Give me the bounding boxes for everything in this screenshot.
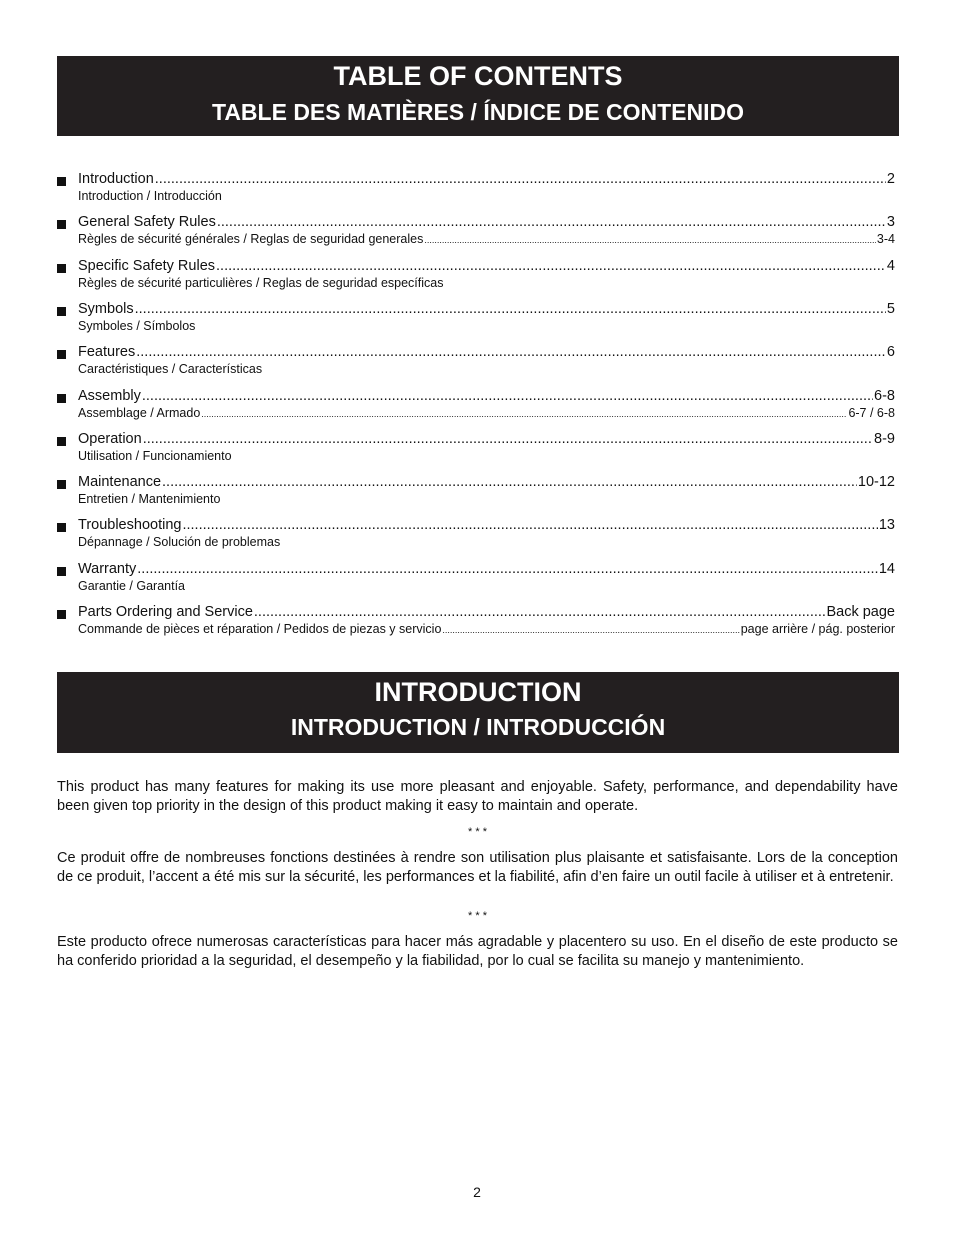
toc-entry-translation-line bbox=[78, 361, 895, 377]
toc-entry-page: 5 bbox=[886, 300, 895, 317]
toc-entry-page: 2 bbox=[886, 171, 895, 187]
toc-entry-page: 13 bbox=[878, 517, 895, 534]
toc-entry-label: Operation bbox=[78, 430, 142, 447]
toc-entry[interactable] bbox=[57, 170, 899, 210]
dot-leader bbox=[216, 257, 886, 275]
toc-subtitle: TABLE DES MATIÈRES / ÍNDICE DE CONTENIDO bbox=[211, 99, 744, 125]
dot-leader bbox=[162, 473, 857, 491]
square-bullet-icon bbox=[57, 610, 66, 619]
toc-entry-label: Assembly bbox=[78, 387, 141, 404]
toc-entry-main-line bbox=[78, 170, 895, 188]
dot-leader bbox=[442, 621, 739, 638]
toc-entry-translation-label: Assemblage / Armado bbox=[78, 405, 201, 420]
dot-leader bbox=[217, 213, 886, 231]
square-bullet-icon bbox=[57, 567, 66, 576]
dot-leader bbox=[135, 300, 886, 318]
toc-entry-translation-line bbox=[78, 448, 895, 464]
toc-entry-translation-label: Règles de sécurité générales / Reglas de seguridad generales bbox=[78, 232, 424, 247]
dot-leader bbox=[424, 231, 876, 248]
dot-leader bbox=[136, 343, 886, 361]
intro-header-banner bbox=[57, 672, 899, 753]
toc-title: TABLE OF CONTENTS bbox=[333, 61, 623, 91]
square-bullet-icon bbox=[57, 437, 66, 446]
toc-entry-translation-label: Dépannage / Solución de problemas bbox=[78, 535, 281, 550]
toc-entry[interactable] bbox=[57, 516, 899, 556]
toc-entry-page: 14 bbox=[878, 560, 895, 577]
toc-entry-main-line bbox=[78, 343, 895, 361]
toc-entry-main-line bbox=[78, 430, 895, 448]
toc-entry-translation-page: 6-7 / 6-8 bbox=[848, 405, 895, 420]
dot-leader bbox=[142, 387, 873, 405]
square-bullet-icon bbox=[57, 523, 66, 532]
square-bullet-icon bbox=[57, 177, 66, 186]
toc-entry-translation-label: Introduction / Introducción bbox=[78, 189, 222, 203]
toc-entry-label: Warranty bbox=[78, 560, 137, 577]
toc-entry-page: Back page bbox=[826, 604, 895, 620]
square-bullet-icon bbox=[57, 350, 66, 359]
toc-entry-translation-label: Règles de sécurité particulières / Reglas de seguridad específicas bbox=[78, 275, 444, 290]
toc-entry-main-line bbox=[78, 257, 895, 275]
toc-entry-label: Parts Ordering and Service bbox=[78, 604, 253, 620]
square-bullet-icon bbox=[57, 394, 66, 403]
toc-entry-page: 10-12 bbox=[857, 474, 895, 491]
square-bullet-icon bbox=[57, 307, 66, 316]
toc-entry[interactable] bbox=[57, 213, 899, 253]
square-bullet-icon bbox=[57, 264, 66, 273]
dot-leader bbox=[182, 516, 877, 534]
toc-entry-translation-line bbox=[78, 621, 895, 638]
toc-entry[interactable] bbox=[57, 603, 899, 643]
toc-entry-label: Introduction bbox=[78, 171, 154, 187]
toc-entry-label: Symbols bbox=[78, 300, 134, 317]
toc-entry-translation-line bbox=[78, 275, 895, 291]
toc-entry-main-line bbox=[78, 516, 895, 534]
toc-entry-main-line bbox=[78, 387, 895, 405]
separator-stars: * * * bbox=[468, 826, 487, 838]
toc-entry-translation-line bbox=[78, 188, 895, 204]
toc-entry-translation-label: Commande de pièces et réparation / Pedidos de piezas y servicio bbox=[78, 622, 442, 636]
dot-leader bbox=[254, 603, 826, 621]
toc-entry-translation-label: Caractéristiques / Características bbox=[78, 362, 263, 377]
toc-entry-translation-line bbox=[78, 318, 895, 334]
square-bullet-icon bbox=[57, 220, 66, 229]
toc-entry[interactable] bbox=[57, 300, 899, 340]
toc-entry-main-line bbox=[78, 473, 895, 491]
intro-paragraph-english: This product has many features for making its use more pleasant and enjoyable. Safety, performance, and dependability have been given top priority in the design of this product making it easy to maintain and operate. bbox=[57, 779, 898, 814]
toc-entry-translation-label: Entretien / Mantenimiento bbox=[78, 492, 221, 507]
toc-entry-label: General Safety Rules bbox=[78, 214, 216, 231]
toc-entry-main-line bbox=[78, 300, 895, 318]
toc-entry-translation-line bbox=[78, 231, 895, 248]
intro-paragraph-french: Ce produit offre de nombreuses fonctions destinées à rendre son utilisation plus plaisante et satisfaisante. Lors de la conception de ce produit, l’accent a été mis sur la sécurité, les performances et la fiabilité, afin d’en faire un outil facile à utiliser et à entretenir. bbox=[57, 850, 898, 885]
toc-entry-translation-line bbox=[78, 534, 895, 550]
toc-entry-page: 8-9 bbox=[874, 430, 895, 447]
toc-entry-translation-label: Symboles / Símbolos bbox=[78, 318, 196, 333]
toc-entry-translation-line bbox=[78, 491, 895, 507]
toc-entry-page: 4 bbox=[886, 257, 895, 274]
toc-entry[interactable] bbox=[57, 473, 899, 513]
dot-leader bbox=[201, 405, 847, 422]
intro-title: INTRODUCTION bbox=[374, 677, 582, 707]
toc-entry[interactable] bbox=[57, 560, 899, 600]
toc-entry-page: 6-8 bbox=[874, 387, 895, 404]
toc-entry-main-line bbox=[78, 560, 895, 578]
intro-paragraph-spanish: Este producto ofrece numerosas características para hacer más agradable y placentero su uso. En el diseño de este producto se ha conferido prioridad a la seguridad, el desempeño y la fiabilidad, por lo cual se facilita su manejo y mantenimiento. bbox=[57, 934, 898, 969]
toc-entry-page: 3 bbox=[886, 214, 895, 231]
dot-leader bbox=[137, 560, 878, 578]
toc-entry-translation-line bbox=[78, 405, 895, 422]
toc-entry-translation-page: 3-4 bbox=[876, 232, 895, 247]
toc-entry-translation-label: Garantie / Garantía bbox=[78, 578, 186, 593]
toc-entry-main-line bbox=[78, 213, 895, 231]
toc-entry-page: 6 bbox=[886, 344, 895, 361]
page-number: 2 bbox=[473, 1184, 481, 1200]
toc-entry-main-line bbox=[78, 603, 895, 621]
dot-leader bbox=[143, 430, 873, 448]
toc-entry-label: Specific Safety Rules bbox=[78, 257, 216, 274]
toc-entry-translation-line bbox=[78, 578, 895, 594]
toc-entry-label: Maintenance bbox=[78, 474, 162, 491]
square-bullet-icon bbox=[57, 480, 66, 489]
toc-entry[interactable] bbox=[57, 387, 899, 427]
toc-entry-translation-page: page arrière / pág. posterior bbox=[740, 622, 895, 636]
toc-entry[interactable] bbox=[57, 343, 899, 383]
toc-entry[interactable] bbox=[57, 257, 899, 297]
intro-subtitle: INTRODUCTION / INTRODUCCIÓN bbox=[290, 714, 666, 740]
toc-entry-label: Troubleshooting bbox=[78, 517, 182, 534]
toc-entry-label: Features bbox=[78, 344, 136, 361]
dot-leader bbox=[155, 170, 886, 188]
toc-entry-translation-label: Utilisation / Funcionamiento bbox=[78, 448, 232, 463]
toc-header-banner bbox=[57, 56, 899, 136]
separator-stars: * * * bbox=[468, 910, 487, 922]
toc-entry[interactable] bbox=[57, 430, 899, 470]
